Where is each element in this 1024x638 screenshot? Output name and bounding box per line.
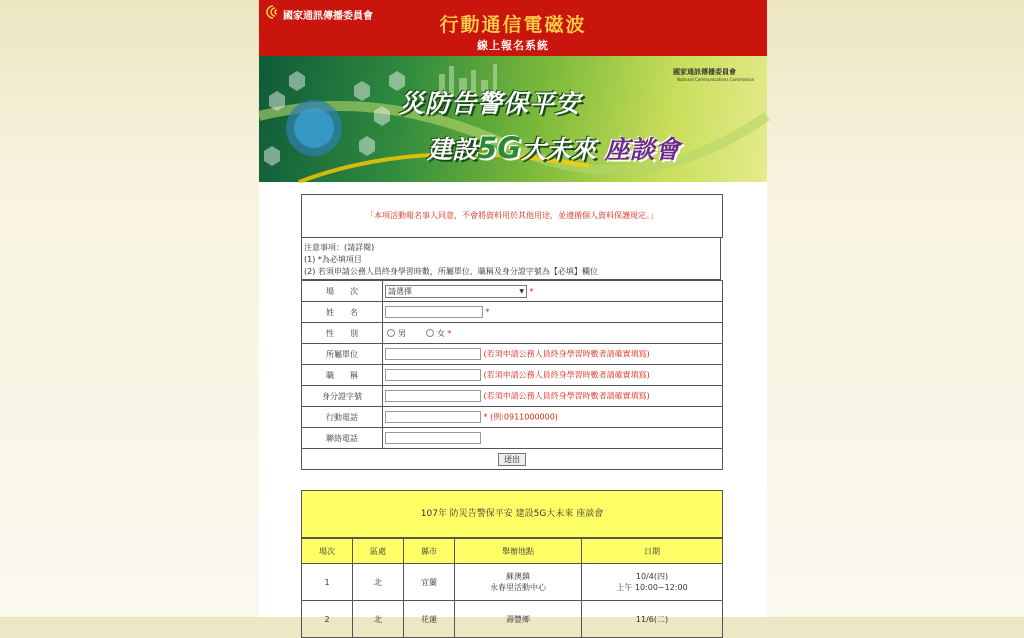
venue-place: 永春里活動中心 — [490, 583, 546, 592]
session-cell — [383, 281, 723, 302]
event-banner — [259, 56, 767, 182]
venue — [455, 601, 582, 638]
banner-text-seminar: 座談會 — [604, 135, 680, 164]
org-name: 國家通訊傳播委員會 — [283, 11, 373, 22]
date-time: 上午 10:00~12:00 — [616, 583, 688, 592]
gender-male-radio[interactable] — [387, 329, 395, 337]
row-submit — [302, 449, 723, 470]
phone-cell — [383, 428, 723, 449]
id-number-hint: (若須申請公務人員終身學習時數者請確實填寫) — [483, 391, 650, 401]
id-number-input[interactable] — [385, 390, 481, 402]
required-mark: * — [529, 286, 534, 296]
banner-text-build: 建設 — [427, 135, 478, 164]
gender-female-radio[interactable] — [426, 329, 434, 337]
table-row — [302, 564, 723, 601]
city: 花蓮 — [404, 601, 455, 638]
row-unit — [302, 344, 723, 365]
chevron-down-icon: ▼ — [519, 287, 524, 295]
banner-text-5g: 5G — [477, 131, 521, 165]
region: 北 — [353, 564, 404, 601]
required-mark: * — [485, 307, 490, 317]
unit-hint: (若須申請公務人員終身學習時數者請確實填寫) — [483, 349, 650, 359]
venue-town: 蘇澳鎮 — [506, 572, 530, 581]
unit-input[interactable] — [385, 348, 481, 360]
row-name — [302, 302, 723, 323]
col-region: 區處 — [353, 539, 404, 564]
required-mark: * — [447, 328, 452, 338]
gender-female-label: 女 — [436, 328, 445, 338]
gender-label: 性 別 — [302, 323, 383, 344]
banner-org-name: 國家通訊傳播委員會 — [673, 68, 736, 76]
submit-cell — [302, 449, 723, 470]
note-1: (1) *為必填項目 — [304, 255, 362, 264]
header-bar — [259, 0, 767, 56]
session-label: 場 次 — [302, 281, 383, 302]
name-cell — [383, 302, 723, 323]
privacy-notice: 「本項活動報名事人同意，不會將資料用於其他用途，並遵循個人資料保護規定。」 — [301, 194, 723, 238]
unit-label: 所屬單位 — [302, 344, 383, 365]
region: 北 — [353, 601, 404, 638]
col-session: 場次 — [302, 539, 353, 564]
job-title-label: 職 稱 — [302, 365, 383, 386]
gender-cell — [383, 323, 723, 344]
job-title-input[interactable] — [385, 369, 481, 381]
phone-input[interactable] — [385, 432, 481, 444]
submit-button[interactable]: 送出 — [498, 453, 526, 466]
banner-text-future: 大未來 — [521, 135, 597, 164]
row-id-number — [302, 386, 723, 407]
unit-cell — [383, 344, 723, 365]
session-select-value: 請選擇 — [388, 286, 412, 296]
session-no: 2 — [302, 601, 353, 638]
name-input[interactable] — [385, 306, 483, 318]
schedule-table — [301, 538, 723, 638]
date-day: 10/4(四) — [635, 572, 669, 581]
col-city: 縣市 — [404, 539, 455, 564]
mobile-label: 行動電話 — [302, 407, 383, 428]
app-title: 行動通信電磁波 — [439, 14, 587, 36]
registration-form — [301, 194, 723, 470]
row-session — [302, 281, 723, 302]
notes-section — [301, 238, 721, 280]
session-select[interactable] — [385, 285, 527, 298]
schedule-title: 107年 防災告警保平安 建設5G大未來 座談會 — [301, 490, 723, 538]
form-fields-table — [301, 280, 723, 470]
banner-subheadline — [427, 130, 680, 166]
name-label: 姓 名 — [302, 302, 383, 323]
id-number-label: 身分證字號 — [302, 386, 383, 407]
notes-title: 注意事項：(請詳閱) — [304, 243, 375, 252]
page-container — [259, 0, 767, 624]
table-row — [302, 601, 723, 638]
row-gender — [302, 323, 723, 344]
phone-label: 聯絡電話 — [302, 428, 383, 449]
city: 宜蘭 — [404, 564, 455, 601]
note-2: (2) 若須申請公務人員終身學習時數，所屬單位、職稱及身分證字號為【必填】欄位 — [304, 267, 598, 276]
venue-town: 壽豐鄉 — [506, 614, 530, 624]
app-subtitle: 線上報名系統 — [477, 39, 549, 52]
col-venue: 舉辦地點 — [455, 539, 582, 564]
mobile-input[interactable] — [385, 411, 481, 423]
venue — [455, 564, 582, 601]
row-mobile — [302, 407, 723, 428]
row-phone — [302, 428, 723, 449]
date — [582, 564, 723, 601]
row-job-title — [302, 365, 723, 386]
id-number-cell — [383, 386, 723, 407]
mobile-hint: * (例:0911000000) — [483, 412, 558, 422]
schedule-section — [301, 490, 723, 638]
date-day: 11/6(二) — [635, 614, 669, 624]
job-title-hint: (若須申請公務人員終身學習時數者請確實填寫) — [483, 370, 650, 380]
mobile-cell — [383, 407, 723, 428]
banner-headline: 災防告警保平安 — [399, 89, 582, 118]
date — [582, 601, 723, 638]
col-date: 日期 — [582, 539, 723, 564]
schedule-header-row — [302, 539, 723, 564]
gender-male-label: 男 — [398, 328, 406, 338]
banner-org-name-en: National Communications Commission — [677, 77, 755, 82]
session-no: 1 — [302, 564, 353, 601]
job-title-cell — [383, 365, 723, 386]
